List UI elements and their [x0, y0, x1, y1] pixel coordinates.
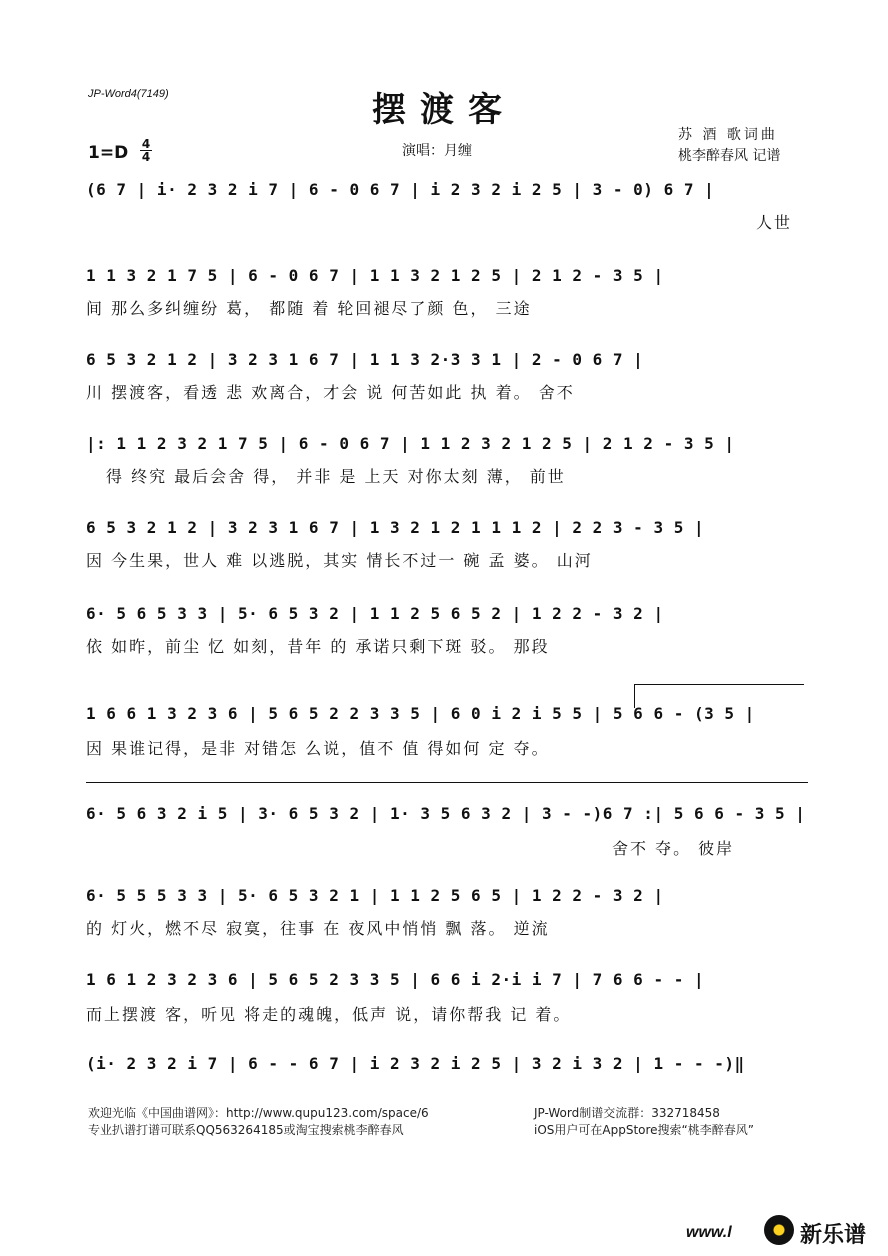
notation-row-9: 6· 5 5 5 3 3 | 5· 6 5 3 2 1 | 1 1 2 5 6 5 | 1 2 2 - 3 2 | [86, 886, 664, 905]
lyric-row-2: 间 那么多纠缠纷 葛， 都随 着 轮回褪尽了颜 色， 三途 [86, 299, 532, 318]
notation-row-1: (6 7 | i· 2 3 2 i 7 | 6 - 0 6 7 | i 2 3 2 i 2 5 | 3 - 0) 6 7 | [86, 180, 715, 199]
notation-row-5: 6 5 3 2 1 2 | 3 2 3 1 6 7 | 1 3 2 1 2 1 1 1 2 | 2 2 3 - 3 5 | [86, 518, 705, 537]
lyric-row-9: 的 灯火，燃不尽 寂寞，往事 在 夜风中悄悄 飘 落。 逆流 [86, 919, 550, 938]
lyric-row-10: 而上摆渡 客，听见 将走的魂魄，低声 说，请你帮我 记 着。 [86, 1005, 572, 1024]
time-signature-top: 4 [141, 137, 151, 151]
lyric-row-6: 依 如昨，前尘 忆 如刻，昔年 的 承诺只剩下斑 驳。 那段 [86, 637, 550, 656]
notation-row-10: 1 6 1 2 3 2 3 6 | 5 6 5 2 3 3 5 | 6 6 i 2·i i 7 | 7 6 6 - - | [86, 970, 705, 989]
volta-line-2 [668, 782, 808, 783]
time-signature-bottom: 4 [141, 150, 151, 164]
transcriber-credit: 桃李醉春风 记谱 [678, 148, 781, 164]
footer-website: 欢迎光临《中国曲谱网》：http://www.qupu123.com/space/6 [88, 1106, 429, 1120]
notation-row-6: 6· 5 6 5 3 3 | 5· 6 5 3 2 | 1 1 2 5 6 5 2 | 1 2 2 - 3 2 | [86, 604, 664, 623]
software-label: JP-Word4(7149) [88, 88, 169, 100]
footer-ios: iOS用户可在AppStore搜索“桃李醉春风” [534, 1123, 754, 1137]
notation-row-4: |: 1 1 2 3 2 1 7 5 | 6 - 0 6 7 | 1 1 2 3 2 1 2 5 | 2 1 2 - 3 5 | [86, 434, 735, 453]
watermark-brand: 新乐谱 [800, 1223, 867, 1248]
singer-credit: 演唱：月缠 [402, 143, 472, 159]
lyric-row-7: 因 果谁记得，是非 对错怎 么说，值不 值 得如何 定 夺。 [86, 739, 550, 758]
notation-row-3: 6 5 3 2 1 2 | 3 2 3 1 6 7 | 1 1 3 2·3 3 1 | 2 - 0 6 7 | [86, 350, 644, 369]
notation-row-7: 1 6 6 1 3 2 3 6 | 5 6 5 2 2 3 3 5 | 6 0 i 2 i 5 5 | 5 6 6 - (3 5 | [86, 704, 755, 723]
notation-row-8: 6· 5 6 3 2 i 5 | 3· 6 5 3 2 | 1· 3 5 6 3 2 | 3 - -)6 7 :| 5 6 6 - 3 5 | [86, 804, 806, 823]
watermark-url: www.l [686, 1224, 732, 1241]
composer-credit: 苏 酒 歌词曲 [678, 127, 778, 143]
lyric-row-1: 人世 [756, 213, 793, 232]
notation-row-2: 1 1 3 2 1 7 5 | 6 - 0 6 7 | 1 1 3 2 1 2 5 | 2 1 2 - 3 5 | [86, 266, 664, 285]
footer-contact: 专业扒谱打谱可联系QQ563264185或淘宝搜索桃李醉春风 [88, 1123, 404, 1137]
volta-line-1 [634, 684, 804, 685]
time-signature [140, 138, 152, 163]
lyric-row-4: 得 终究 最后会舍 得， 并非 是 上天 对你太刻 薄， 前世 [106, 467, 566, 486]
record-logo-icon [764, 1215, 794, 1245]
lyric-row-5: 因 今生果，世人 难 以逃脱，其实 情长不过一 碗 孟 婆。 山河 [86, 551, 593, 570]
footer-group: JP-Word制谱交流群：332718458 [534, 1106, 720, 1120]
volta-line-0 [86, 782, 668, 783]
notation-row-11: (i· 2 3 2 i 7 | 6 - - 6 7 | i 2 3 2 i 2 5 | 3 2 i 3 2 | 1 - - -)‖ [86, 1054, 745, 1073]
key-signature: 1=D [88, 143, 129, 163]
song-title: 摆渡客 [372, 90, 516, 130]
lyric-row-3: 川 摆渡客，看透 悲 欢离合，才会 说 何苦如此 执 着。 舍不 [86, 383, 575, 402]
lyric-row-8: 舍不 夺。 彼岸 [612, 839, 735, 858]
